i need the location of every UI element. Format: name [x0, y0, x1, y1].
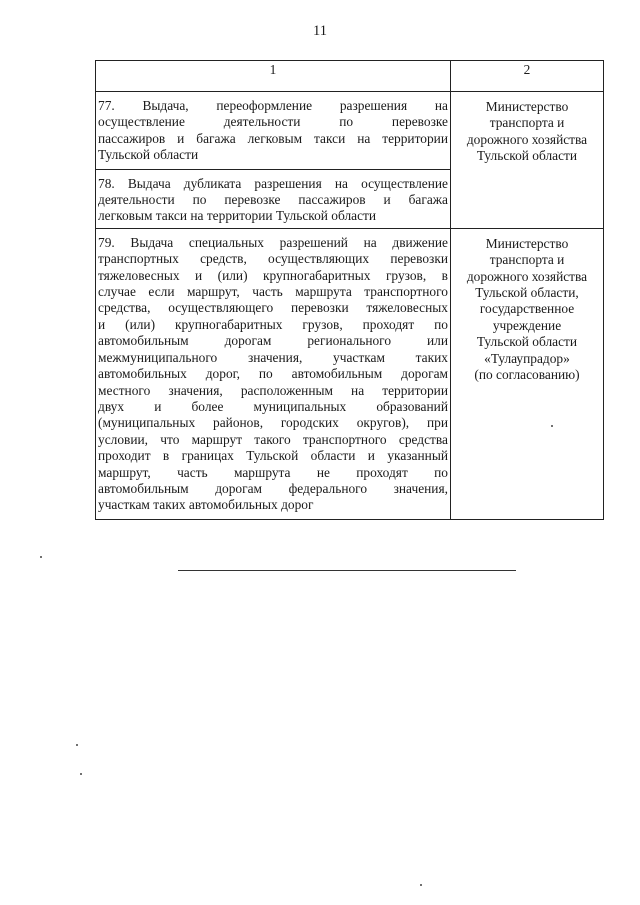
service-79-line: средства, осуществляющего перевозки тяжеловесных: [98, 300, 448, 316]
service-79-line: проходит в границах Тульской области и указанный: [98, 448, 448, 464]
agency-line: государственное: [479, 301, 575, 317]
service-77-line: пассажиров и багажа легковым такси на территории: [98, 130, 448, 146]
table-header-row: [96, 61, 604, 92]
service-79-line: местного значения, расположенным на территории: [98, 382, 448, 398]
agency-line: дорожного хозяйства: [466, 268, 588, 284]
agency-line: «Тулаупрадор»: [484, 350, 570, 366]
scan-speck: [40, 556, 42, 558]
service-79-line: условии, что маршрут такого транспортного средства: [98, 431, 448, 447]
service-79-line: автомобильных дорог, по автомобильным дорогам: [98, 366, 448, 382]
table-row: [96, 92, 604, 170]
service-78-line: деятельности по перевозке пассажиров и багажа: [98, 192, 448, 208]
agency-line: Тульской области,: [475, 285, 579, 301]
service-79-line: маршрут, часть маршрута не проходят по: [98, 464, 448, 480]
agency-77-78-cell: [451, 92, 604, 229]
scan-speck: [76, 744, 78, 746]
scan-speck: [551, 425, 553, 427]
service-79-cell: [96, 228, 451, 519]
service-79-line: автомобильным дорогам регионального или: [98, 333, 448, 349]
agency-line: Министерство: [485, 235, 569, 251]
column-header-1: 1: [96, 61, 451, 92]
scan-speck: [80, 773, 82, 775]
agency-line: транспорта и: [489, 252, 565, 268]
service-79-line: участкам таких автомобильных дорог: [98, 497, 314, 513]
agency-line: Министерство: [485, 99, 569, 114]
service-79-line: и (или) крупногабаритных грузов, проходят по: [98, 316, 448, 332]
service-79-line: транспортных средств, осуществляющих перевозки: [98, 251, 448, 267]
page-number: 11: [313, 23, 327, 39]
service-78-cell: [96, 169, 451, 228]
service-77-line: Тульской области: [98, 147, 199, 163]
agency-line: учреждение: [492, 317, 562, 333]
service-79-line: случае если маршрут, часть маршрута транспортного: [98, 284, 448, 300]
service-77-line: 77. Выдача, переоформление разрешения на: [98, 98, 448, 113]
service-79-line: тяжеловесных и (или) крупногабаритных грузов, в: [98, 267, 448, 283]
end-of-document-rule: [178, 570, 516, 571]
table-row: [96, 228, 604, 519]
service-79-line: (муниципальных районов, городских округов), при: [98, 415, 448, 431]
agency-line: дорожного хозяйства: [466, 131, 588, 147]
service-79-line: автомобильным дорогам федерального значения,: [98, 480, 448, 496]
services-table: [95, 60, 604, 520]
agency-79-cell: [451, 228, 604, 519]
scan-speck: [420, 884, 422, 886]
service-79-line: межмуниципального значения, участкам таких: [98, 349, 448, 365]
agency-line: (по согласованию): [474, 367, 580, 383]
service-77-cell: [96, 92, 451, 170]
column-header-2: 2: [451, 61, 604, 92]
service-77-line: осуществление деятельности по перевозке: [98, 114, 448, 130]
service-79-line: 79. Выдача специальных разрешений на движение: [98, 234, 448, 250]
agency-line: Тульской области: [476, 148, 578, 164]
service-79-line: двух и более муниципальных образований: [98, 398, 448, 414]
agency-line: транспорта и: [489, 115, 565, 131]
service-78-line: легковым такси на территории Тульской области: [98, 208, 377, 224]
service-78-line: 78. Выдача дубликата разрешения на осуществление: [98, 175, 448, 191]
agency-line: Тульской области: [476, 334, 578, 350]
